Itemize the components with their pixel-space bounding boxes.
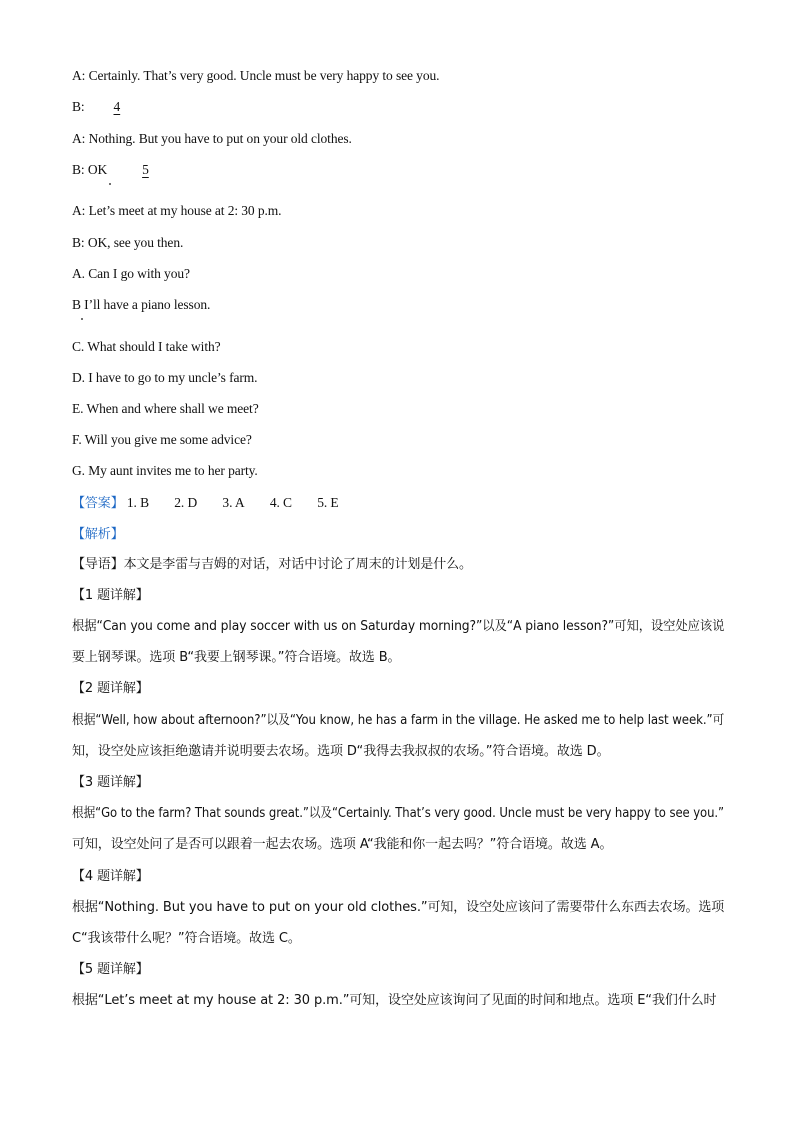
answer-line bbox=[72, 493, 361, 514]
speaker-label: A: bbox=[72, 68, 86, 83]
speaker-label: B: bbox=[72, 235, 85, 250]
detail-5-line-1: 根据“Let’s meet at my house at 2: 30 p.m.”可知，设空处应该询问了见面的时间和地点。选项 E“我们什么时 bbox=[72, 993, 717, 1008]
intro-text: 本文是李雷与吉姆的对话，对话中讨论了周末的计划是什么。 bbox=[123, 557, 472, 572]
detail-1-line-2: 要上钢琴课。选项 B“我要上钢琴课。”符合语境。故选 B。 bbox=[72, 650, 401, 665]
dialogue-text: Nothing. But you have to put on your old clothes. bbox=[88, 131, 352, 146]
dialogue-text: Certainly. That’s very good. Uncle must be very happy to see you. bbox=[88, 68, 440, 83]
dialogue-line-5 bbox=[72, 201, 281, 221]
answer-item-3: 3. A bbox=[222, 495, 245, 510]
option-b: B I’ll have a piano lesson. bbox=[72, 297, 211, 312]
dialogue-text: OK bbox=[87, 162, 108, 177]
dialogue-text: OK, see you then. bbox=[87, 235, 184, 250]
option-d: D. I have to go to my uncle’s farm. bbox=[72, 370, 258, 385]
detail-heading-5: 【5 题详解】 bbox=[72, 962, 149, 977]
dialogue-line-4 bbox=[72, 160, 170, 180]
detail-heading-3: 【3 题详解】 bbox=[72, 775, 149, 790]
detail-2-line-2: 知，设空处应该拒绝邀请并说明要去农场。选项 D“我得去我叔叔的农场。”符合语境。故选 D。 bbox=[72, 744, 610, 759]
detail-1-line-1: 根据“Can you come and play soccer with us on Saturday morning?”以及“A piano lesson?”可知，设空处应该说 bbox=[72, 619, 725, 634]
speaker-label: A: bbox=[72, 203, 86, 218]
option-a: A. Can I go with you? bbox=[72, 266, 190, 281]
dialogue-line-2 bbox=[72, 97, 142, 117]
option-e: E. When and where shall we meet? bbox=[72, 401, 259, 416]
dialogue-line-3 bbox=[72, 129, 352, 149]
speaker-label: B: bbox=[72, 99, 85, 114]
detail-4-line-1: 根据“Nothing. But you have to put on your old clothes.”可知，设空处应该问了需要带什么东西去农场。选项 bbox=[72, 900, 725, 915]
analysis-label: 【解析】 bbox=[72, 527, 124, 542]
dialogue-line-1 bbox=[72, 66, 439, 86]
speaker-label: B: bbox=[72, 162, 85, 177]
answer-label: 【答案】 bbox=[72, 496, 124, 511]
dialogue-text: Let’s meet at my house at 2: 30 p.m. bbox=[88, 203, 282, 218]
detail-2-line-1: 根据“Well, how about afternoon?”以及“You know, he has a farm in the village. He asked me to help last week.”可 bbox=[72, 713, 725, 728]
detail-heading-1: 【1 题详解】 bbox=[72, 588, 149, 603]
detail-3-line-1: 根据“Go to the farm? That sounds great.”以及“Certainly. That’s very good. Uncle must be very happy to see you.” bbox=[72, 806, 724, 821]
answer-item-5: 5. E bbox=[317, 495, 339, 510]
detail-4-line-2: C“我该带什么呢？”符合语境。故选 C。 bbox=[72, 931, 301, 946]
option-f: F. Will you give me some advice? bbox=[72, 432, 252, 447]
detail-3-line-2: 可知，设空处问了是否可以跟着一起去农场。选项 A“我能和你一起去吗？”符合语境。故选 A。 bbox=[72, 837, 613, 852]
option-g: G. My aunt invites me to her party. bbox=[72, 463, 258, 478]
dialogue-line-6 bbox=[72, 233, 183, 253]
answer-blank-4: 4 bbox=[113, 99, 121, 114]
stray-dot bbox=[81, 318, 83, 320]
detail-heading-2: 【2 题详解】 bbox=[72, 681, 149, 696]
stray-dot bbox=[109, 183, 111, 185]
intro-line bbox=[72, 555, 472, 575]
answer-item-4: 4. C bbox=[269, 495, 292, 510]
answer-item-1: 1. B bbox=[126, 495, 149, 510]
intro-label: 【导语】 bbox=[72, 557, 124, 572]
speaker-label: A: bbox=[72, 131, 86, 146]
answer-blank-5: 5 bbox=[142, 162, 149, 177]
detail-heading-4: 【4 题详解】 bbox=[72, 869, 149, 884]
option-c: C. What should I take with? bbox=[72, 339, 221, 354]
answer-item-2: 2. D bbox=[174, 495, 198, 510]
